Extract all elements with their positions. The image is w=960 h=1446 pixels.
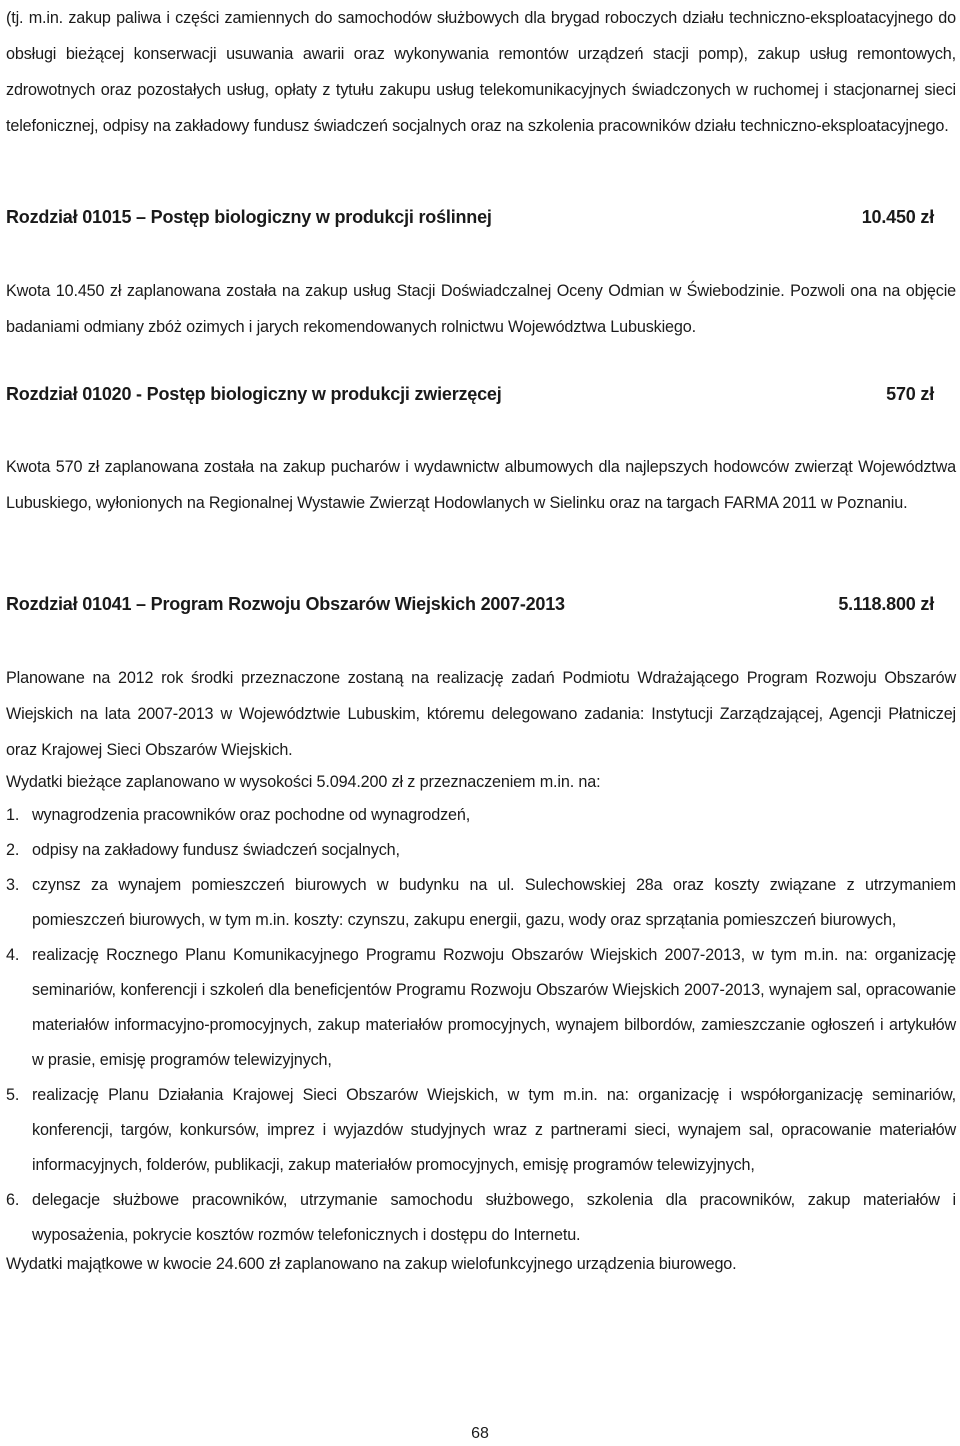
section-body-01041: Planowane na 2012 rok środki przeznaczone zostaną na realizację zadań Podmiotu Wdrażającego Program Rozwoju Obszarów Wiejskich na lata 2007-2013 w Województwie Lubuskim, któremu delegowano zadania: Instytucji Zarządzającej, Agencji Płatniczej oraz Krajowej Sieci Obszarów Wiejskich. [6,669,956,759]
list-item [6,1183,956,1253]
page-number: 68 [471,1425,489,1442]
section-title: Rozdział 01041 – Program Rozwoju Obszarów Wiejskich 2007-2013 [6,594,565,614]
list-item-text: wynagrodzenia pracowników oraz pochodne od wynagrodzeń, [32,806,471,824]
section-amount: 10.450 zł [861,207,934,227]
list-item [6,938,956,1078]
capital-expenses: Wydatki majątkowe w kwocie 24.600 zł zaplanowano na zakup wielofunkcyjnego urządzenia biurowego. [6,1255,737,1273]
list-item-number: 5. [6,1086,20,1104]
section-heading-01041 [6,594,956,615]
section-title: Rozdział 01015 – Postęp biologiczny w produkcji roślinnej [6,207,492,227]
section-amount: 570 zł [886,384,934,404]
list-item [6,868,956,938]
section-body-01015: Kwota 10.450 zł zaplanowana została na zakup usług Stacji Doświadczalnej Oceny Odmian w Świebodzinie. Pozwoli ona na objęcie badaniami odmiany zbóż ozimych i jarych rekomendowanych rolnictwu Województwa Lubuskiego. [6,282,956,336]
list-item-text: realizację Planu Działania Krajowej Sieci Obszarów Wiejskich, w tym m.in. na: organizację i współorganizację seminariów, konferencji, targów, konkursów, imprez i wyjazdów studyjnych wraz z partnerami sieci, wynajem sal, opracowanie materiałów informacyjnych, folderów, publikacji, zakup materiałów promocyjnych, emisję programów telewizyjnych, [32,1086,956,1174]
list-item-number: 4. [6,946,20,964]
list-item-text: realizację Rocznego Planu Komunikacyjnego Programu Rozwoju Obszarów Wiejskich 2007-2013, w tym m.in. na: organizację seminariów, konferencji i szkoleń dla beneficjentów Programu Rozwoju Obszarów Wiejskich 2007-2013, wynajem sal, opracowanie materiałów informacyjno-promocyjnych, zakup materiałów promocyjnych, wynajem bilbordów, zamieszczanie ogłoszeń i artykułów w prasie, emisję programów telewizyjnych, [32,946,956,1069]
section-heading-01020 [6,384,956,405]
list-item-number: 6. [6,1191,20,1209]
list-item [6,833,956,868]
section-title: Rozdział 01020 - Postęp biologiczny w produkcji zwierzęcej [6,384,502,404]
list-item-text: odpisy na zakładowy fundusz świadczeń socjalnych, [32,841,400,859]
intro-paragraph: (tj. m.in. zakup paliwa i części zamiennych do samochodów służbowych dla brygad roboczych działu techniczno-eksploatacyjnego do obsługi bieżącej konserwacji usuwania awarii oraz wykonywania remontów urządzeń stacji pomp), zakup usług remontowych, zdrowotnych oraz pozostałych usług, opłaty z tytułu zakupu usług telekomunikacyjnych świadczonych w ruchomej i stacjonarnej sieci telefonicznej, odpisy na zakładowy fundusz świadczeń socjalnych oraz na szkolenia pracowników działu techniczno-eksploatacyjnego. [6,9,956,135]
list-item-number: 3. [6,876,20,894]
section-heading-01015 [6,207,956,228]
section-amount: 5.118.800 zł [838,594,934,614]
list-item-text: delegacje służbowe pracowników, utrzymanie samochodu służbowego, szkolenia dla pracowników, zakup materiałów i wyposażenia, pokrycie kosztów rozmów telefonicznych i dostępu do Internetu. [32,1191,956,1244]
section-body-01020: Kwota 570 zł zaplanowana została na zakup pucharów i wydawnictw albumowych dla najlepszych hodowców zwierząt Województwa Lubuskiego, wyłonionych na Regionalnej Wystawie Zwierząt Hodowlanych w Sielinku oraz na targach FARMA 2011 w Poznaniu. [6,458,956,512]
list-item [6,1078,956,1183]
list-item-text: czynsz za wynajem pomieszczeń biurowych w budynku na ul. Sulechowskiej 28a oraz koszty związane z utrzymaniem pomieszczeń biurowych, w tym m.in. koszty: czynszu, zakupu energii, gazu, wody oraz sprzątania pomieszczeń biurowych, [32,876,956,929]
list-item [6,798,956,833]
list-item-number: 1. [6,806,20,824]
list-item-number: 2. [6,841,20,859]
document-page [6,0,956,1446]
current-expenses-intro: Wydatki bieżące zaplanowano w wysokości 5.094.200 zł z przeznaczeniem m.in. na: [6,773,601,791]
expenses-list [6,798,956,1253]
